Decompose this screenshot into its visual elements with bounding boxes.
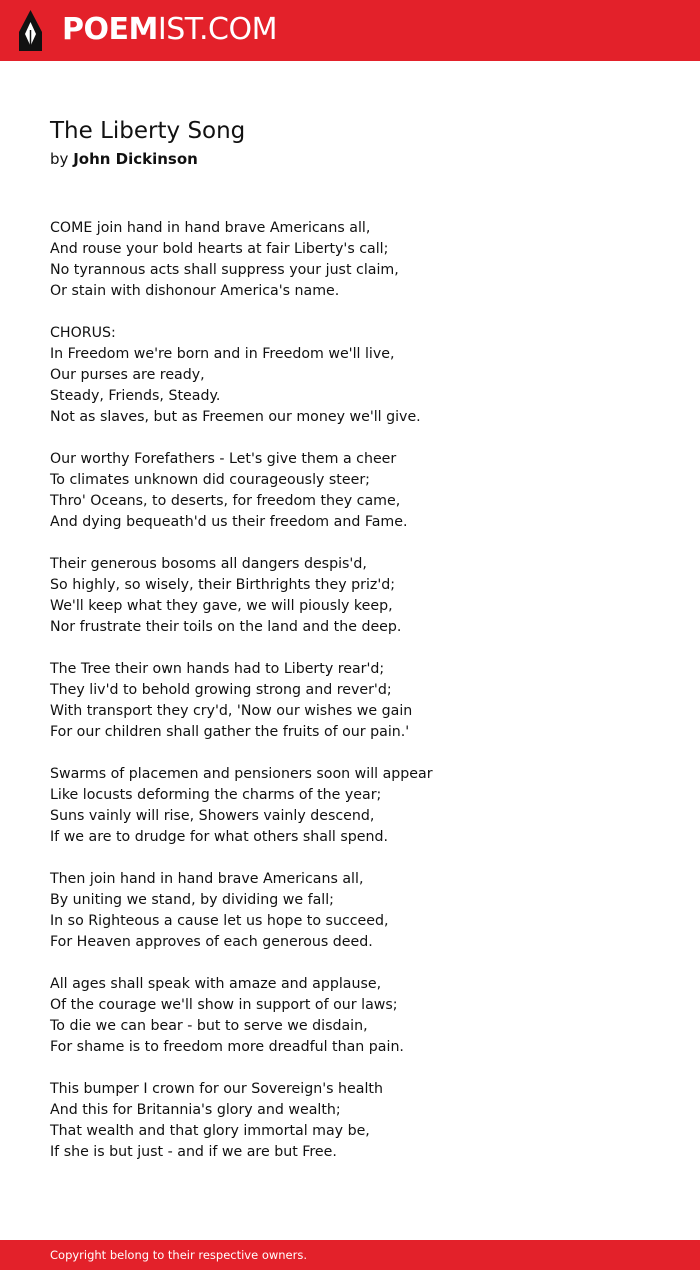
poem-line: Nor frustrate their toils on the land and the deep.: [50, 619, 402, 635]
poem-line: COME join hand in hand brave Americans all,: [50, 220, 371, 236]
copyright-text: Copyright belong to their respective owners.: [50, 1248, 308, 1262]
site-header: [0, 0, 700, 61]
poem-stanza: [50, 449, 670, 533]
poem-line: That wealth and that glory immortal may be,: [50, 1123, 370, 1139]
poem-line: Or stain with dishonour America's name.: [50, 283, 340, 299]
poem-line: Of the courage we'll show in support of our laws;: [50, 997, 398, 1013]
poem-line: So highly, so wisely, their Birthrights they priz'd;: [50, 577, 396, 593]
poem-line: The Tree their own hands had to Liberty rear'd;: [50, 661, 385, 677]
brand-light: IST.COM: [157, 12, 277, 47]
poem-stanza: [50, 554, 670, 638]
poem-line: In Freedom we're born and in Freedom we'll live,: [50, 346, 395, 362]
author-name: John Dickinson: [73, 150, 198, 168]
poem-line: By uniting we stand, by dividing we fall;: [50, 892, 334, 908]
poem-line: Not as slaves, but as Freemen our money we'll give.: [50, 409, 421, 425]
poem-stanza: [50, 218, 670, 302]
poem-line: And rouse your bold hearts at fair Liberty's call;: [50, 241, 389, 257]
site-logo-text[interactable]: [62, 12, 277, 48]
poem-stanza: [50, 659, 670, 743]
poem-line: Like locusts deforming the charms of the year;: [50, 787, 382, 803]
poem-line: In so Righteous a cause let us hope to succeed,: [50, 913, 389, 929]
poem-line: If she is but just - and if we are but Free.: [50, 1144, 337, 1160]
poem-stanza: [50, 323, 670, 428]
poem-line: For Heaven approves of each generous deed.: [50, 934, 373, 950]
poem-line: Swarms of placemen and pensioners soon will appear: [50, 766, 433, 782]
poem-line: Then join hand in hand brave Americans all,: [50, 871, 364, 887]
poem-stanza: [50, 1079, 670, 1163]
poem-line: They liv'd to behold growing strong and rever'd;: [50, 682, 392, 698]
poem-title: The Liberty Song: [50, 118, 246, 144]
poem-line: No tyrannous acts shall suppress your just claim,: [50, 262, 399, 278]
poem-line: Suns vainly will rise, Showers vainly descend,: [50, 808, 375, 824]
poem-line: And dying bequeath'd us their freedom and Fame.: [50, 514, 408, 530]
poem-line: All ages shall speak with amaze and applause,: [50, 976, 382, 992]
byline: [50, 149, 198, 169]
poem-line: Our worthy Forefathers - Let's give them a cheer: [50, 451, 397, 467]
poem-line: CHORUS:: [50, 325, 116, 341]
by-label: by: [50, 150, 69, 168]
poem-line: And this for Britannia's glory and wealth;: [50, 1102, 341, 1118]
poem-line: For our children shall gather the fruits of our pain.': [50, 724, 410, 740]
poem-line: To die we can bear - but to serve we disdain,: [50, 1018, 368, 1034]
brand-bold: POEM: [62, 12, 158, 47]
poem-line: Steady, Friends, Steady.: [50, 388, 221, 404]
pen-nib-icon[interactable]: [18, 10, 43, 51]
site-footer: [0, 1240, 700, 1270]
poem-line: With transport they cry'd, 'Now our wishes we gain: [50, 703, 413, 719]
poem-line: To climates unknown did courageously steer;: [50, 472, 370, 488]
poem-line: This bumper I crown for our Sovereign's health: [50, 1081, 383, 1097]
poem-line: We'll keep what they gave, we will piously keep,: [50, 598, 393, 614]
poem-body: [50, 218, 670, 1184]
poem-line: If we are to drudge for what others shall spend.: [50, 829, 388, 845]
poem-stanza: [50, 764, 670, 848]
poem-line: Our purses are ready,: [50, 367, 205, 383]
poem-line: Their generous bosoms all dangers despis'd,: [50, 556, 367, 572]
poem-line: Thro' Oceans, to deserts, for freedom they came,: [50, 493, 401, 509]
poem-stanza: [50, 974, 670, 1058]
poem-line: For shame is to freedom more dreadful than pain.: [50, 1039, 404, 1055]
poem-stanza: [50, 869, 670, 953]
